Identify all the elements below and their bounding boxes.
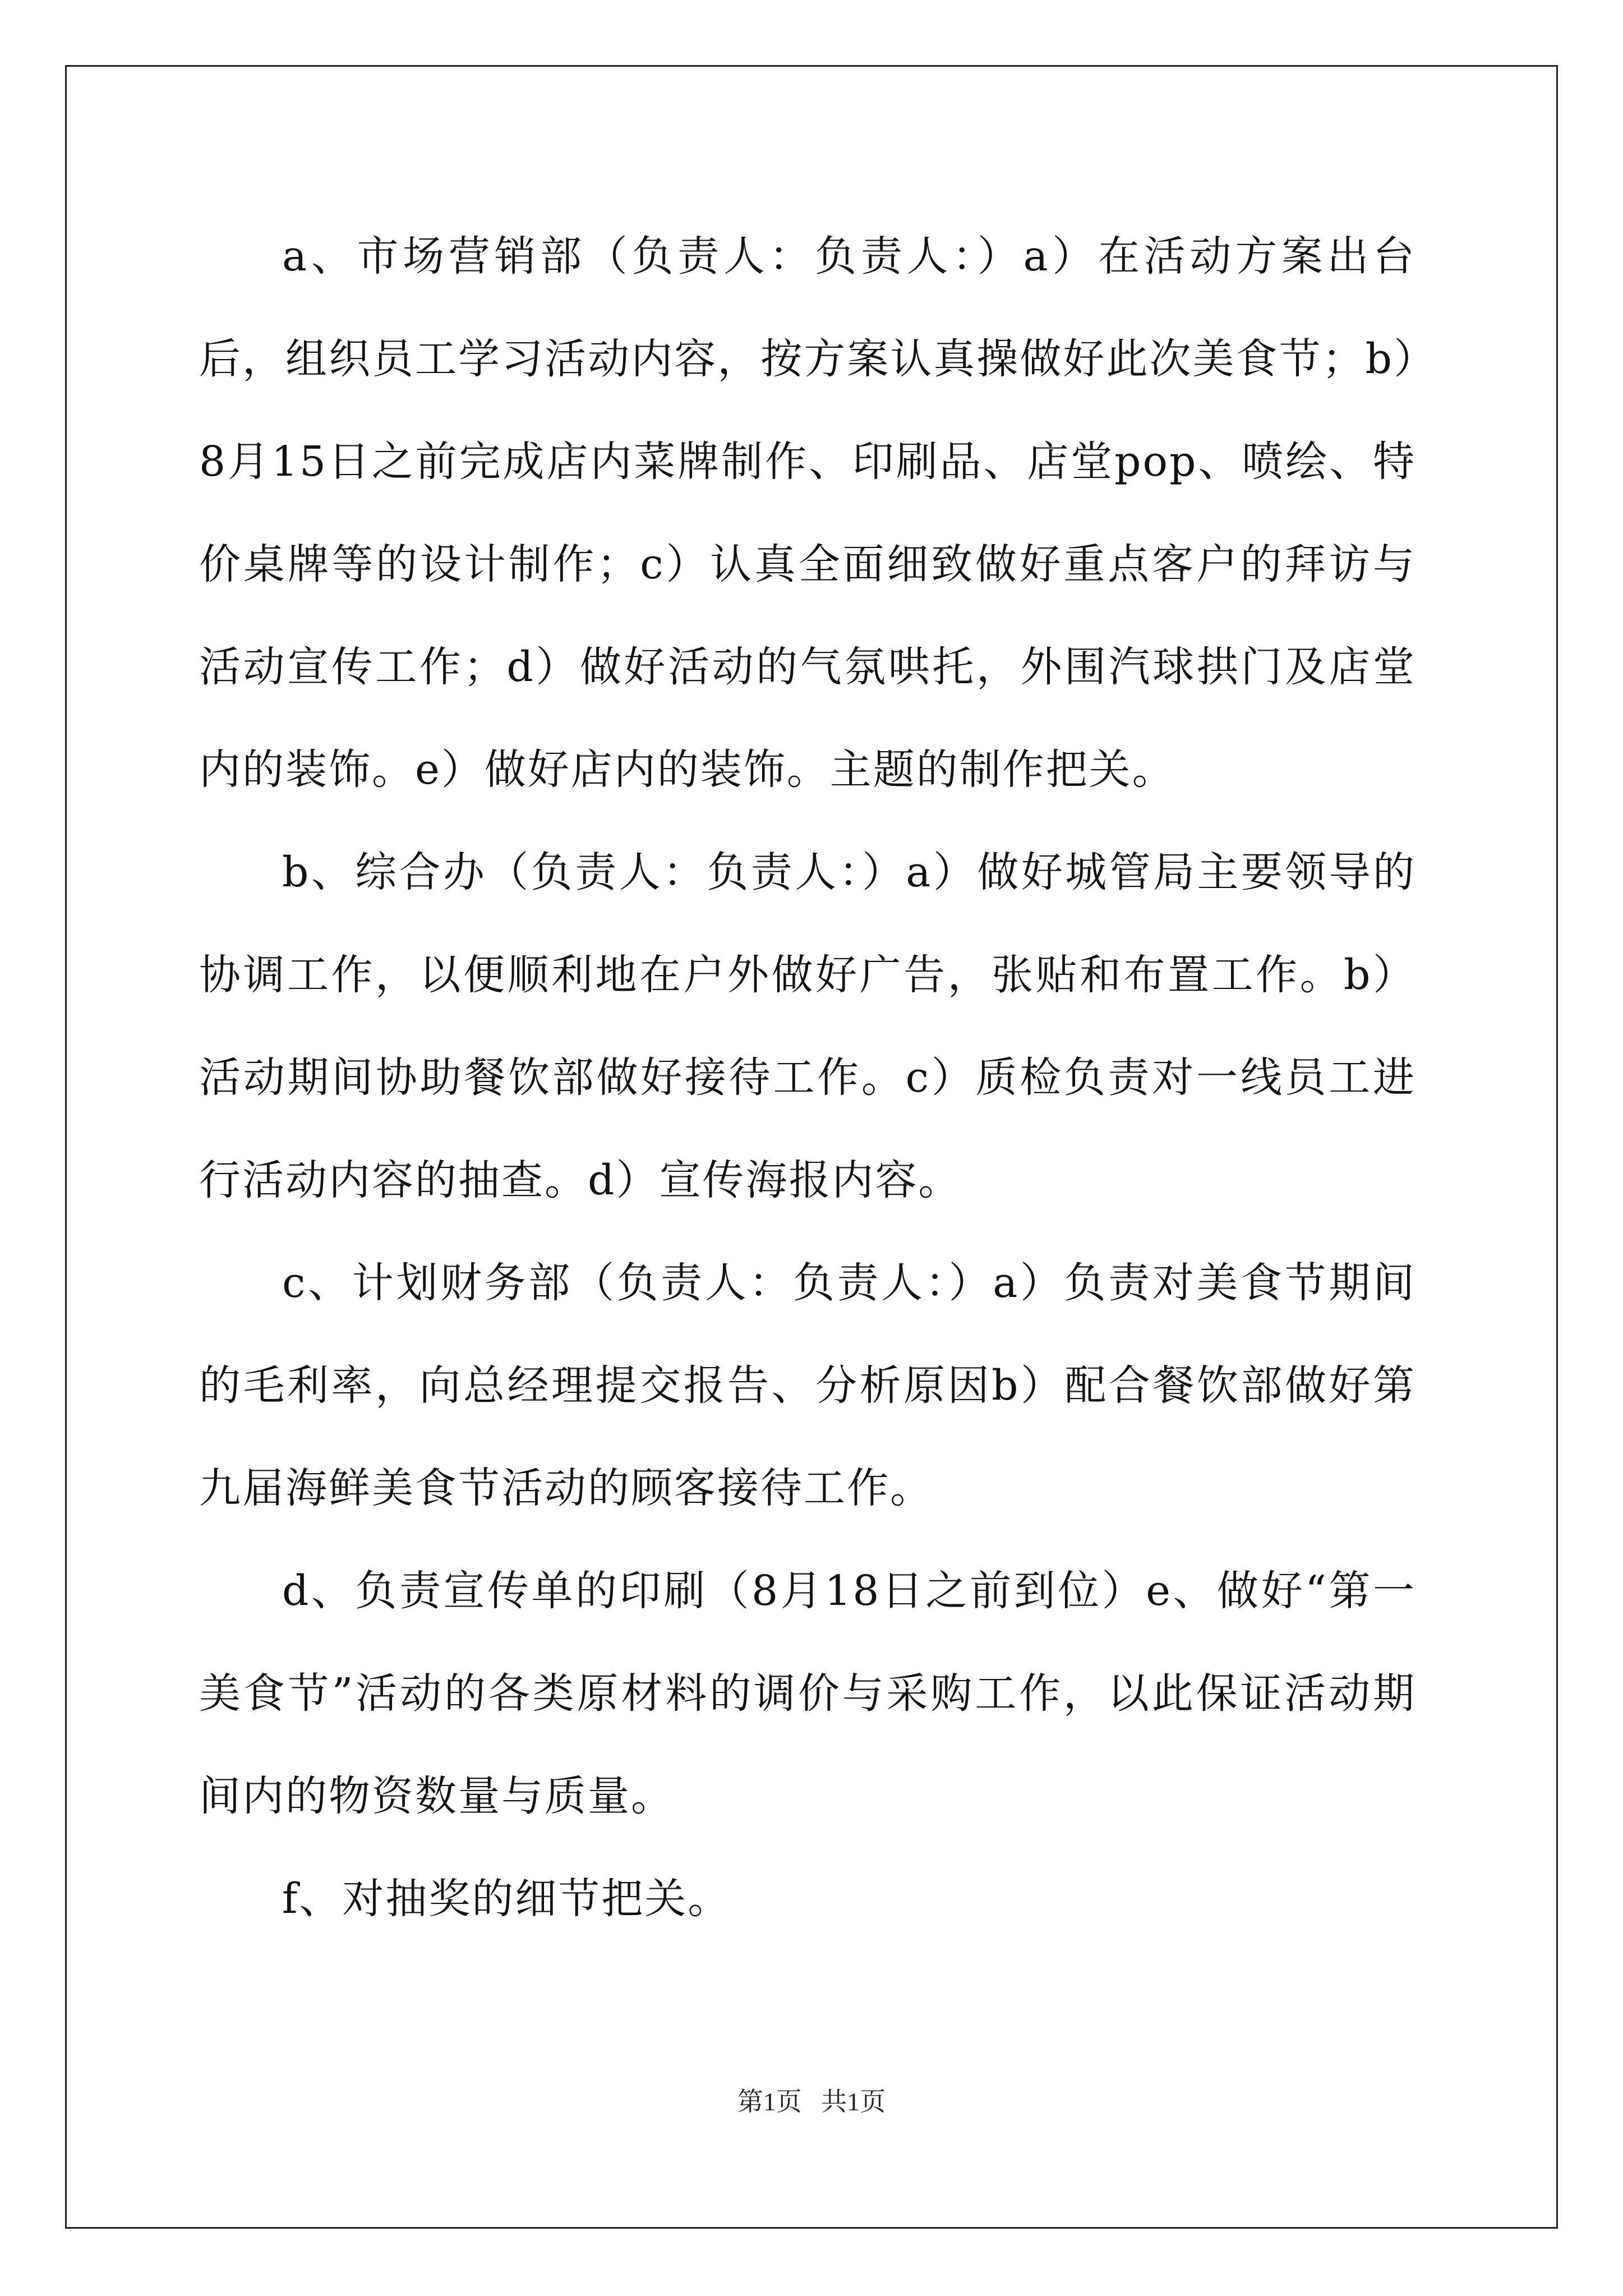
paragraph-lottery: f、对抽奖的细节把关。 xyxy=(282,1875,731,1923)
document-body xyxy=(199,205,1416,1950)
paragraph-general-office: b、综合办（负责人：负责人：）a）做好城管局主要领导的协调工作，以便顺利地在户外做好广告，张贴和布置工作。b）活动期间协助餐饮部做好接待工作。c）质检负责对一线员工进行活动内容的抽查。d）宣传海报内容。 xyxy=(199,848,1416,1204)
paragraph-finance-dept: c、计划财务部（负责人：负责人：）a）负责对美食节期间的毛利率，向总经理提交报告、分析原因b）配合餐饮部做好第九届海鲜美食节活动的顾客接待工作。 xyxy=(199,1259,1416,1512)
paragraph-marketing-dept: a、市场营销部（负责人：负责人：）a）在活动方案出台后，组织员工学习活动内容，按方案认真操做好此次美食节；b）8月15日之前完成店内菜牌制作、印刷品、店堂pop、喷绘、特价桌牌等的设计制作；c）认真全面细致做好重点客户的拜访与活动宣传工作；d）做好活动的气氛哄托，外围汽球拱门及店堂内的装饰。e）做好店内的装饰。主题的制作把关。 xyxy=(199,232,1416,794)
page-number-footer: 第1页 共1页 xyxy=(737,2087,886,2116)
paragraph-printing-purchasing: d、负责宣传单的印刷（8月18日之前到位）e、做好“第一美食节”活动的各类原材料的调价与采购工作，以此保证活动期间内的物资数量与质量。 xyxy=(199,1567,1416,1820)
